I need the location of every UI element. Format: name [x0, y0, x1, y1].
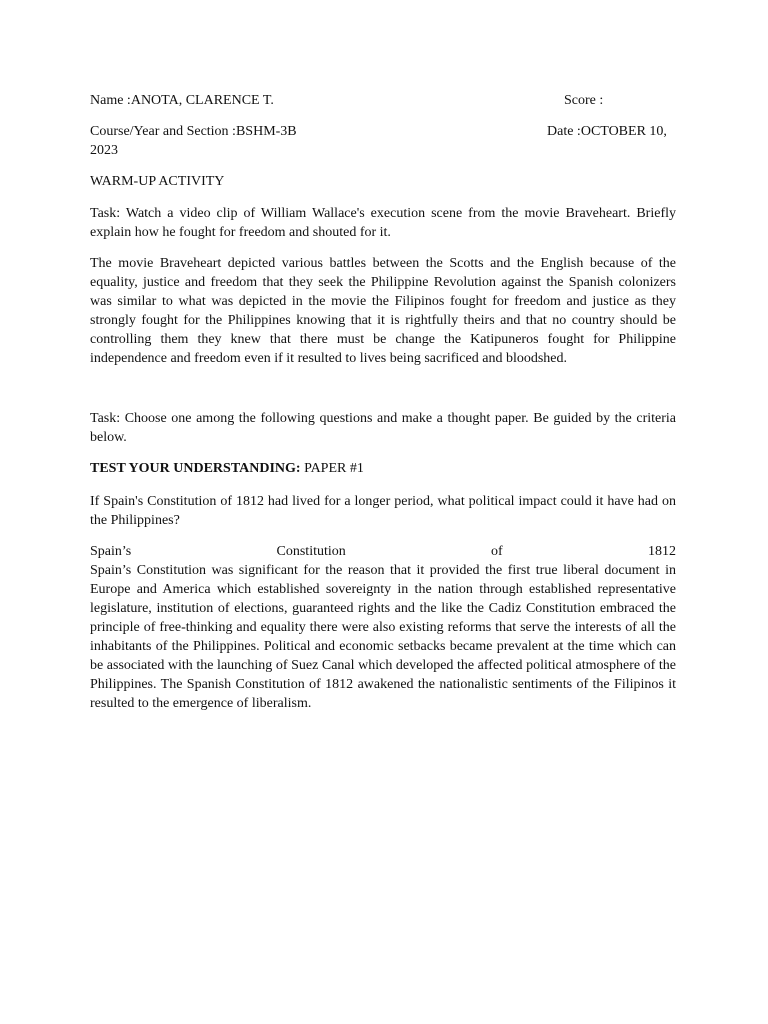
name-row	[90, 91, 676, 110]
course-label: Course/Year and Section :	[90, 124, 236, 139]
date-field	[547, 122, 667, 141]
date-label: Date :	[547, 124, 581, 139]
date-year: 2023	[90, 143, 118, 158]
warmup-title: WARM-UP ACTIVITY	[90, 174, 225, 189]
section-heading-rest: PAPER #1	[300, 461, 364, 476]
answer-text: Spain’s Constitution was significant for the reason that it provided the first true liberal document in Europe and America which established sovereignty in the nation through established representative legislature, institution of elections, guaranteed rights and the like the Cadiz Constitution embraced the principle of free-thinking and equality there were also existing reforms that serve the interests of all the inhabitants of the Philippines. Political and economic setbacks became prevalent at the time which can be associated with the launching of Suez Canal which developed the affected political atmosphere of the Philippines. The Spanish Constitution of 1812 awakened the nationalistic sentiments of the Filipinos it resulted to the emergence of liberalism.	[90, 563, 676, 711]
thought-paper-task: Task: Choose one among the following questions and make a thought paper. Be guided by the criteria below.	[90, 411, 676, 445]
name-value: ANOTA, CLARENCE T.	[130, 93, 274, 108]
warmup-task: Task: Watch a video clip of William Wallace's execution scene from the movie Braveheart. Briefly explain how he fought for freedom and shouted for it.	[90, 206, 676, 240]
course-row	[90, 122, 676, 141]
date-year-row	[90, 141, 676, 160]
answer-title-word: Constitution	[276, 544, 346, 559]
score-label: Score :	[564, 93, 604, 108]
section-heading-bold: TEST YOUR UNDERSTANDING:	[90, 461, 301, 476]
date-value: OCTOBER 10,	[580, 124, 667, 139]
answer-title-word: of	[491, 544, 503, 559]
answer-title-word: Spain’s	[90, 544, 132, 559]
warmup-answer: The movie Braveheart depicted various battles between the Scotts and the English because of the equality, justice and freedom that they seek the Philippine Revolution against the Spanish colonizers was similar to what was depicted in the movie the Filipinos fought for freedom and justice as they strongly fought for the Philippines knowing that it is rightfully theirs and that no country should be controlling them they knew that there must be change the Katipuneros fought for Philippine independence and freedom even if it resulted to lives being sacrificed and bloodshed.	[90, 256, 676, 366]
section-heading	[90, 459, 676, 478]
name-label: Name :	[90, 93, 131, 108]
document-body	[90, 91, 676, 713]
answer-title-word: 1812	[647, 544, 676, 559]
question-text: If Spain's Constitution of 1812 had lived for a longer period, what political impact could it have had on the Philippines?	[90, 494, 676, 528]
answer-title	[90, 542, 676, 561]
course-value: BSHM-3B	[235, 124, 297, 139]
